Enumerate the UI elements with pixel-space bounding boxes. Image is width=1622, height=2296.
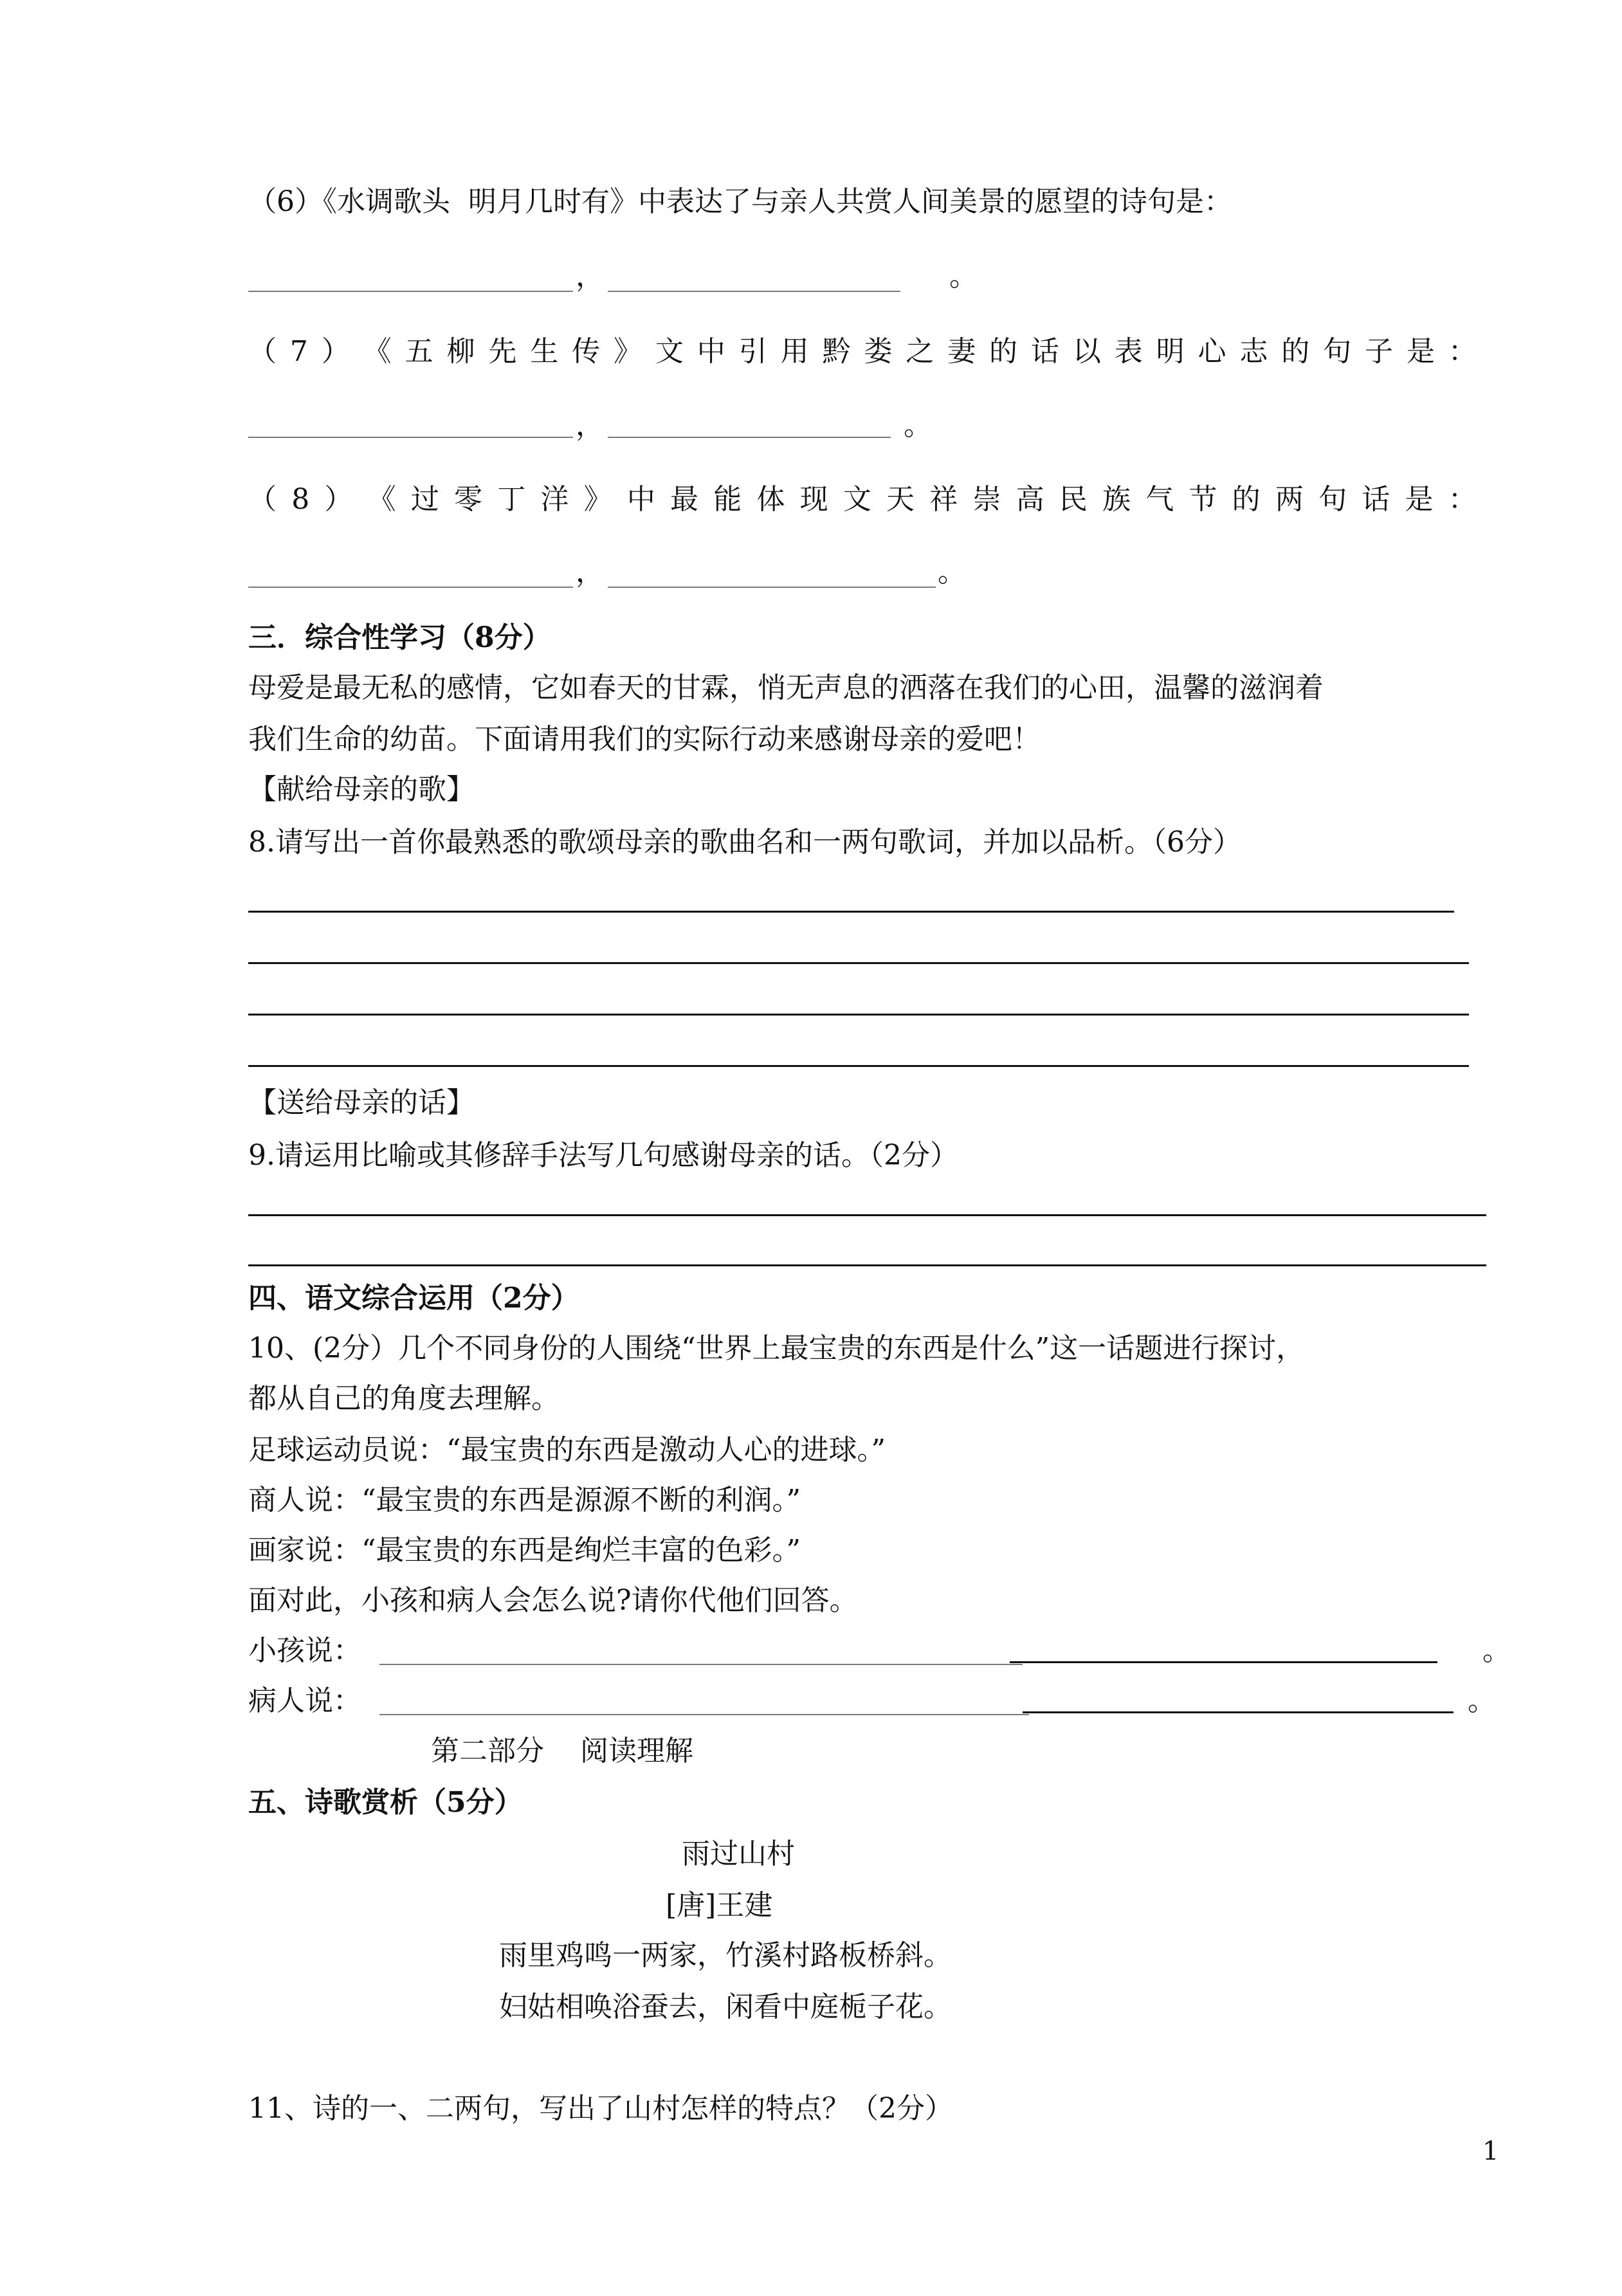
quote-merchant: 商人说：“最宝贵的东西是源源不断的利润。”: [248, 1484, 801, 1517]
section3-subheading-words: 【送给母亲的话】: [248, 1086, 475, 1119]
q8-char: 文: [843, 483, 871, 516]
q8-char: ：: [1448, 483, 1477, 516]
q7-char: 娄: [864, 335, 893, 368]
patient-answer-end-mark: 。: [1468, 1684, 1496, 1717]
q8-char: 节: [1189, 483, 1217, 516]
q7-char: 7: [289, 335, 308, 368]
q7-char: 是: [1406, 335, 1435, 368]
q7-char: 中: [697, 335, 725, 368]
q8-char: 现: [799, 483, 828, 516]
q7-char: 柳: [446, 335, 475, 368]
q7-char: 的: [1281, 335, 1310, 368]
child-answer-blank-1[interactable]: [379, 1664, 1023, 1665]
part2-title: 第二部分 阅读理解: [431, 1735, 693, 1767]
q8-char: 高: [1016, 483, 1044, 516]
q8-answer-line-3[interactable]: [248, 1014, 1469, 1016]
child-answer-label: 小孩说：: [248, 1634, 361, 1667]
q8-char: 最: [670, 483, 699, 516]
q8-char: 零: [454, 483, 483, 516]
q8-answer-blank-1[interactable]: [248, 587, 573, 588]
question-8-prompt: 8.请写出一首你最熟悉的歌颂母亲的歌曲名和一两句歌词，并加以品析。（6分）: [248, 826, 1241, 859]
child-answer-end-mark: 。: [1482, 1634, 1511, 1667]
poem-title: 雨过山村: [682, 1837, 795, 1870]
q8-char: 句: [1318, 483, 1347, 516]
q6-comma: ，: [576, 260, 604, 293]
patient-answer-blank-2[interactable]: [1023, 1711, 1453, 1713]
question-9-prompt: 9.请运用比喻或其修辞手法写几句感谢母亲的话。（2分）: [248, 1139, 958, 1172]
section3-intro-line2: 我们生命的幼苗。下面请用我们的实际行动来感谢母亲的爱吧！: [248, 723, 1041, 756]
q8-char: ）: [324, 483, 353, 516]
q7-char: 子: [1365, 335, 1394, 368]
patient-answer-label: 病人说：: [248, 1684, 361, 1717]
q8-char: 》: [583, 483, 612, 516]
section3-subheading-song: 【献给母亲的歌】: [248, 773, 475, 806]
q7-char: 以: [1072, 335, 1101, 368]
q8-char: 崇: [972, 483, 1001, 516]
q8-char: 中: [626, 483, 655, 516]
q8-char: 能: [713, 483, 742, 516]
q7-char: 文: [655, 335, 684, 368]
q6-answer-blank-1[interactable]: [248, 291, 573, 292]
q8-char: 祥: [929, 483, 958, 516]
q7-char: 传: [572, 335, 601, 368]
question-10-line2: 都从自己的角度去理解。: [248, 1382, 560, 1415]
q7-char: 先: [488, 335, 517, 368]
q8-char: 丁: [497, 483, 526, 516]
question-10-line1: 10、(2分）几个不同身份的人围绕“世界上最宝贵的东西是什么”这一话题进行探讨，: [248, 1332, 1305, 1365]
poem-line-2: 妇姑相唤浴蚕去，闲看中庭栀子花。: [499, 1991, 952, 2023]
q9-answer-line-1[interactable]: [248, 1214, 1486, 1216]
q8-char: 《: [367, 483, 396, 516]
q8-char: 气: [1145, 483, 1174, 516]
q8-char: 的: [1232, 483, 1261, 516]
q7-char: 》: [614, 335, 642, 368]
q8-char: 天: [886, 483, 915, 516]
q7-char: ：: [1448, 335, 1477, 368]
q8-char: 两: [1275, 483, 1304, 516]
q7-char: 引: [738, 335, 767, 368]
q7-end-mark: 。: [904, 409, 932, 442]
q7-char: 的: [989, 335, 1018, 368]
q7-answer-blank-1[interactable]: [248, 437, 573, 438]
q7-char: 生: [530, 335, 559, 368]
q8-char: 体: [756, 483, 785, 516]
poem-line-1: 雨里鸡鸣一两家，竹溪村路板桥斜。: [499, 1939, 952, 1972]
poem-author: [唐]王建: [666, 1889, 773, 1922]
q7-char: 明: [1156, 335, 1185, 368]
question-10-prompt: 面对此，小孩和病人会怎么说?请你代他们回答。: [248, 1584, 858, 1617]
q7-char: 妻: [947, 335, 976, 368]
q7-char: 心: [1198, 335, 1226, 368]
q7-prompt: [248, 335, 1477, 368]
q6-prompt: （6）《水调歌头 明月几时有》中表达了与亲人共赏人间美景的愿望的诗句是：: [248, 185, 1232, 218]
q8-char: 洋: [540, 483, 569, 516]
q7-char: 志: [1239, 335, 1268, 368]
q7-char: 五: [405, 335, 433, 368]
q8-char: （: [248, 483, 277, 516]
q7-answer-blank-2[interactable]: [608, 437, 891, 438]
q8-char: 族: [1102, 483, 1131, 516]
section4-heading: 四、语文综合运用（2分）: [248, 1282, 579, 1315]
q7-char: 用: [780, 335, 809, 368]
q8-answer-blank-2[interactable]: [608, 587, 936, 588]
q8-answer-line-4[interactable]: [248, 1065, 1469, 1067]
q7-comma: ，: [576, 409, 604, 442]
q7-char: 之: [906, 335, 934, 368]
q8-end-mark: 。: [938, 556, 966, 588]
q8-char: 是: [1405, 483, 1434, 516]
q8-comma: ，: [576, 556, 604, 588]
q8-answer-line-1[interactable]: [248, 911, 1454, 913]
q9-answer-line-2[interactable]: [248, 1264, 1486, 1266]
question-11-prompt: 11、诗的一、二两句，写出了山村怎样的特点？（2分）: [248, 2092, 953, 2125]
quote-footballer: 足球运动员说：“最宝贵的东西是激动人心的进球。”: [248, 1434, 886, 1466]
q7-char: 句: [1323, 335, 1352, 368]
q6-answer-blank-2[interactable]: [608, 291, 900, 292]
q7-char: ）: [321, 335, 350, 368]
q8-char: 话: [1362, 483, 1390, 516]
q8-answer-line-2[interactable]: [248, 962, 1469, 964]
q7-char: 黔: [822, 335, 851, 368]
section3-heading: 三．综合性学习（8分）: [248, 621, 551, 654]
q7-char: 话: [1030, 335, 1059, 368]
q8-char: 过: [410, 483, 439, 516]
patient-answer-blank-1[interactable]: [379, 1714, 1029, 1715]
child-answer-blank-2[interactable]: [1010, 1661, 1437, 1663]
q8-char: 民: [1059, 483, 1088, 516]
section3-intro-line1: 母爱是最无私的感情，它如春天的甘霖，悄无声息的洒落在我们的心田，温馨的滋润着: [248, 671, 1324, 704]
q7-char: （: [248, 335, 277, 368]
q8-prompt: [248, 483, 1477, 516]
q7-char: 表: [1114, 335, 1143, 368]
q7-char: 《: [363, 335, 392, 368]
q6-end-mark: 。: [949, 260, 978, 293]
quote-painter: 画家说：“最宝贵的东西是绚烂丰富的色彩。”: [248, 1534, 801, 1567]
page-number: 1: [1482, 2137, 1499, 2166]
q8-char: 8: [291, 483, 310, 516]
section5-heading: 五、诗歌赏析（5分）: [248, 1786, 523, 1819]
